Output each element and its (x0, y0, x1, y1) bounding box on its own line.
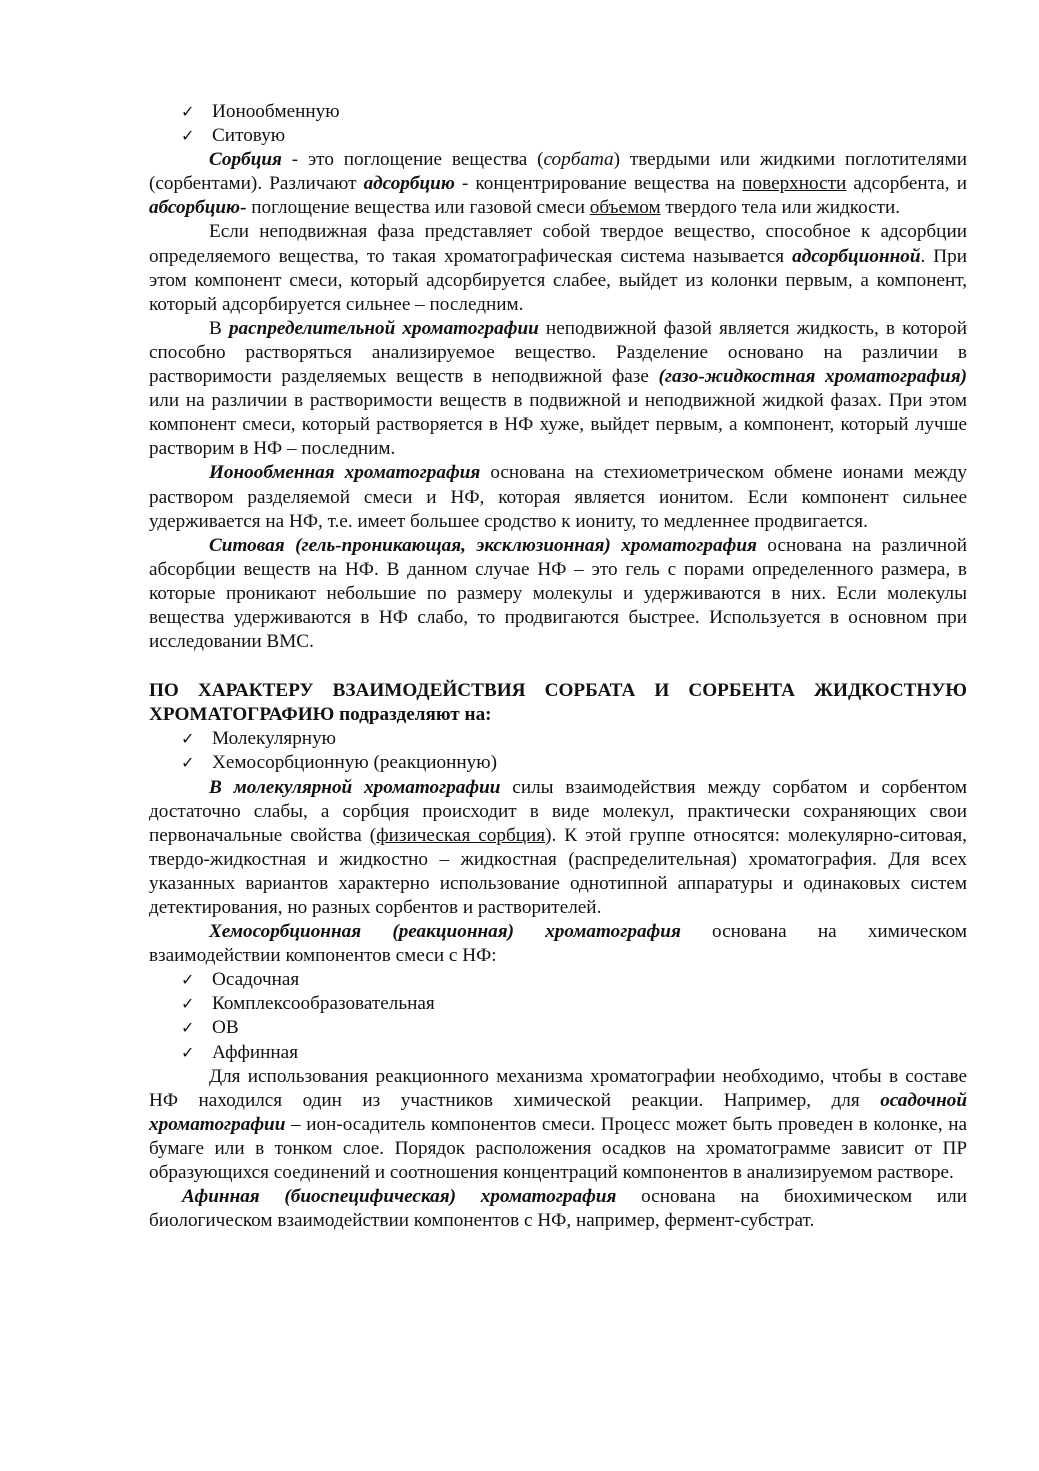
paragraph-molecular (149, 776, 967, 921)
term-gas-liquid: (газо-жидкостная хроматография) (658, 366, 967, 388)
check-icon: ✓ (181, 102, 195, 121)
text: Если неподвижная фаза представляет собой твердое вещество, способное к адсорбции определяемого вещества, то такая хроматографическая система называется (149, 221, 967, 267)
list-item (149, 751, 967, 775)
list-item (149, 992, 967, 1016)
text: - это поглощение вещества ( (281, 149, 544, 171)
check-icon: ✓ (181, 1018, 195, 1038)
heading-bold: ПО ХАРАКТЕРУ ВЗАИМОДЕЙСТВИЯ СОРБАТА И СОРБЕНТА ЖИДКОСТНУЮ ХРОМАТОГРАФИЮ (149, 680, 967, 726)
check-icon: ✓ (181, 970, 195, 990)
underlined-physical-sorption: физическая сорбция (376, 824, 546, 846)
list-item-text: Комплексообразовательная (212, 993, 435, 1015)
section-heading (149, 679, 967, 727)
check-icon: ✓ (181, 126, 195, 146)
term-sieve: Ситовая (гель-проникающая, эксклюзионная) хроматография (209, 534, 757, 556)
text: ) твердыми или жидкими поглотителями (сорбентами). Различают (149, 149, 967, 195)
text: – ион-осадитель компонентов смеси. Процесс может быть проведен в колонке, на бумаге или в тонком слое. Порядок расположения осадков на хроматограмме зависит от ПР образующихся соединений и соотношения концентраций компонентов в анализируемом растворе. (149, 1113, 967, 1184)
check-icon: ✓ (181, 729, 195, 749)
term-molecular: В молекулярной хроматографии (209, 776, 501, 798)
list-item-text: Хемосорбционную (реакционную) (212, 752, 498, 774)
list-item (149, 727, 967, 751)
check-icon: ✓ (181, 994, 195, 1014)
list-item-text: Осадочная (212, 969, 300, 991)
check-icon: ✓ (181, 1042, 195, 1062)
text: силы взаимодействия между сорбатом и сорбентом достаточно слабы, а сорбция происходит в виде молекул, практически сохраняющих свои первоначальные свойства ( (149, 776, 967, 846)
text: основана на биохимическом или биологическом взаимодействии компонентов с НФ, например, фермент-субстрат. (149, 1186, 967, 1232)
list-item (149, 100, 967, 124)
paragraph-chemosorption (149, 920, 967, 968)
term-absorption: абсорбцию- (149, 197, 247, 219)
heading-rest: подразделяют на: (334, 704, 492, 726)
term-sorption: Сорбция (209, 149, 282, 171)
text: - концентрирование вещества на (454, 173, 743, 195)
list-item-text: Аффинная (212, 1041, 299, 1063)
text: основана на стехиометрическом обмене ионами между раствором разделяемой смеси и НФ, которая является ионитом. Если компонент сильнее удерживается на НФ, т.е. имеет большее сродство к иониту, то медленнее продвигается. (149, 462, 967, 532)
list-item-text: Ситовую (212, 125, 286, 147)
text: . При этом компонент смеси, который адсорбируется слабее, выйдет из колонки первым, а компонент, который адсорбируется сильнее – последним. (149, 245, 967, 315)
text: Для использования реакционного механизма хроматографии необходимо, чтобы в составе НФ находился один из участников химической реакции. Например, для (149, 1065, 967, 1111)
list-item-text: Молекулярную (212, 728, 337, 750)
term-sorbate: сорбата (543, 149, 614, 171)
underlined-surface: поверхности (742, 173, 847, 195)
list-item (149, 1016, 967, 1040)
text: основана на различной абсорбции веществ на НФ. В данном случае НФ – это гель с порами определенного размера, в которые проникают небольшие по размеру молекулы и удерживаются в них. Если молекулы вещества удерживаются в НФ слабо, то продвигаются быстрее. Используется в основном при исследовании ВМС. (149, 534, 967, 653)
term-adsorptive: адсорбционной (792, 245, 921, 267)
text: поглощение вещества или газовой смеси (246, 197, 590, 219)
list-item (149, 1041, 967, 1065)
term-chemosorption: Хемосорбционная (реакционная) хроматография (209, 921, 681, 943)
paragraph-affinity (149, 1185, 967, 1233)
list-item-text: Ионообменную (212, 101, 340, 122)
paragraph-sorption (149, 148, 967, 220)
term-affinity: Афинная (биоспецифическая) хроматография (182, 1186, 617, 1208)
text: ). К этой группе относятся: молекулярно-ситовая, твердо-жидкостная и жидкостно – жидкостная (распределительная) хроматография. Для всех указанных вариантов характерно использование однотипной аппаратуры и одинаковых систем детектирования, но разных сорбентов и растворителей. (149, 824, 967, 918)
list-item-text: ОВ (212, 1017, 239, 1039)
list-item (149, 124, 967, 148)
term-distribution: распределительной хроматографии (228, 317, 539, 339)
text: основана на химическом взаимодействии компонентов смеси с НФ: (149, 921, 967, 967)
paragraph-ion-exchange (149, 461, 967, 533)
paragraph-sieve (149, 534, 967, 654)
term-precipitation: осадочной хроматографии (149, 1089, 967, 1135)
term-adsorption: адсорбцию (363, 173, 455, 195)
paragraph-reaction (149, 1065, 967, 1185)
text: адсорбента, и (846, 173, 967, 195)
term-ion-exchange: Ионообменная хроматография (209, 462, 481, 484)
paragraph-adsorption (149, 220, 967, 316)
text: неподвижной фазой является жидкость, в которой способно растворяться анализируемое вещество. Разделение основано на различии в растворимости разделяемых веществ в неподвижной фазе (149, 317, 967, 388)
check-icon: ✓ (181, 753, 195, 773)
text: твердого тела или жидкости. (660, 197, 901, 219)
list-item (149, 968, 967, 992)
paragraph-distribution (149, 317, 967, 462)
underlined-volume: объемом (589, 197, 661, 219)
text: В (209, 317, 229, 339)
text: или на различии в растворимости веществ в подвижной и неподвижной жидкой фазах. При этом компонент смеси, который растворяется в НФ хуже, выйдет первым, а компонент, который лучше растворим в НФ – последним. (149, 390, 967, 460)
document-page (149, 100, 967, 1233)
